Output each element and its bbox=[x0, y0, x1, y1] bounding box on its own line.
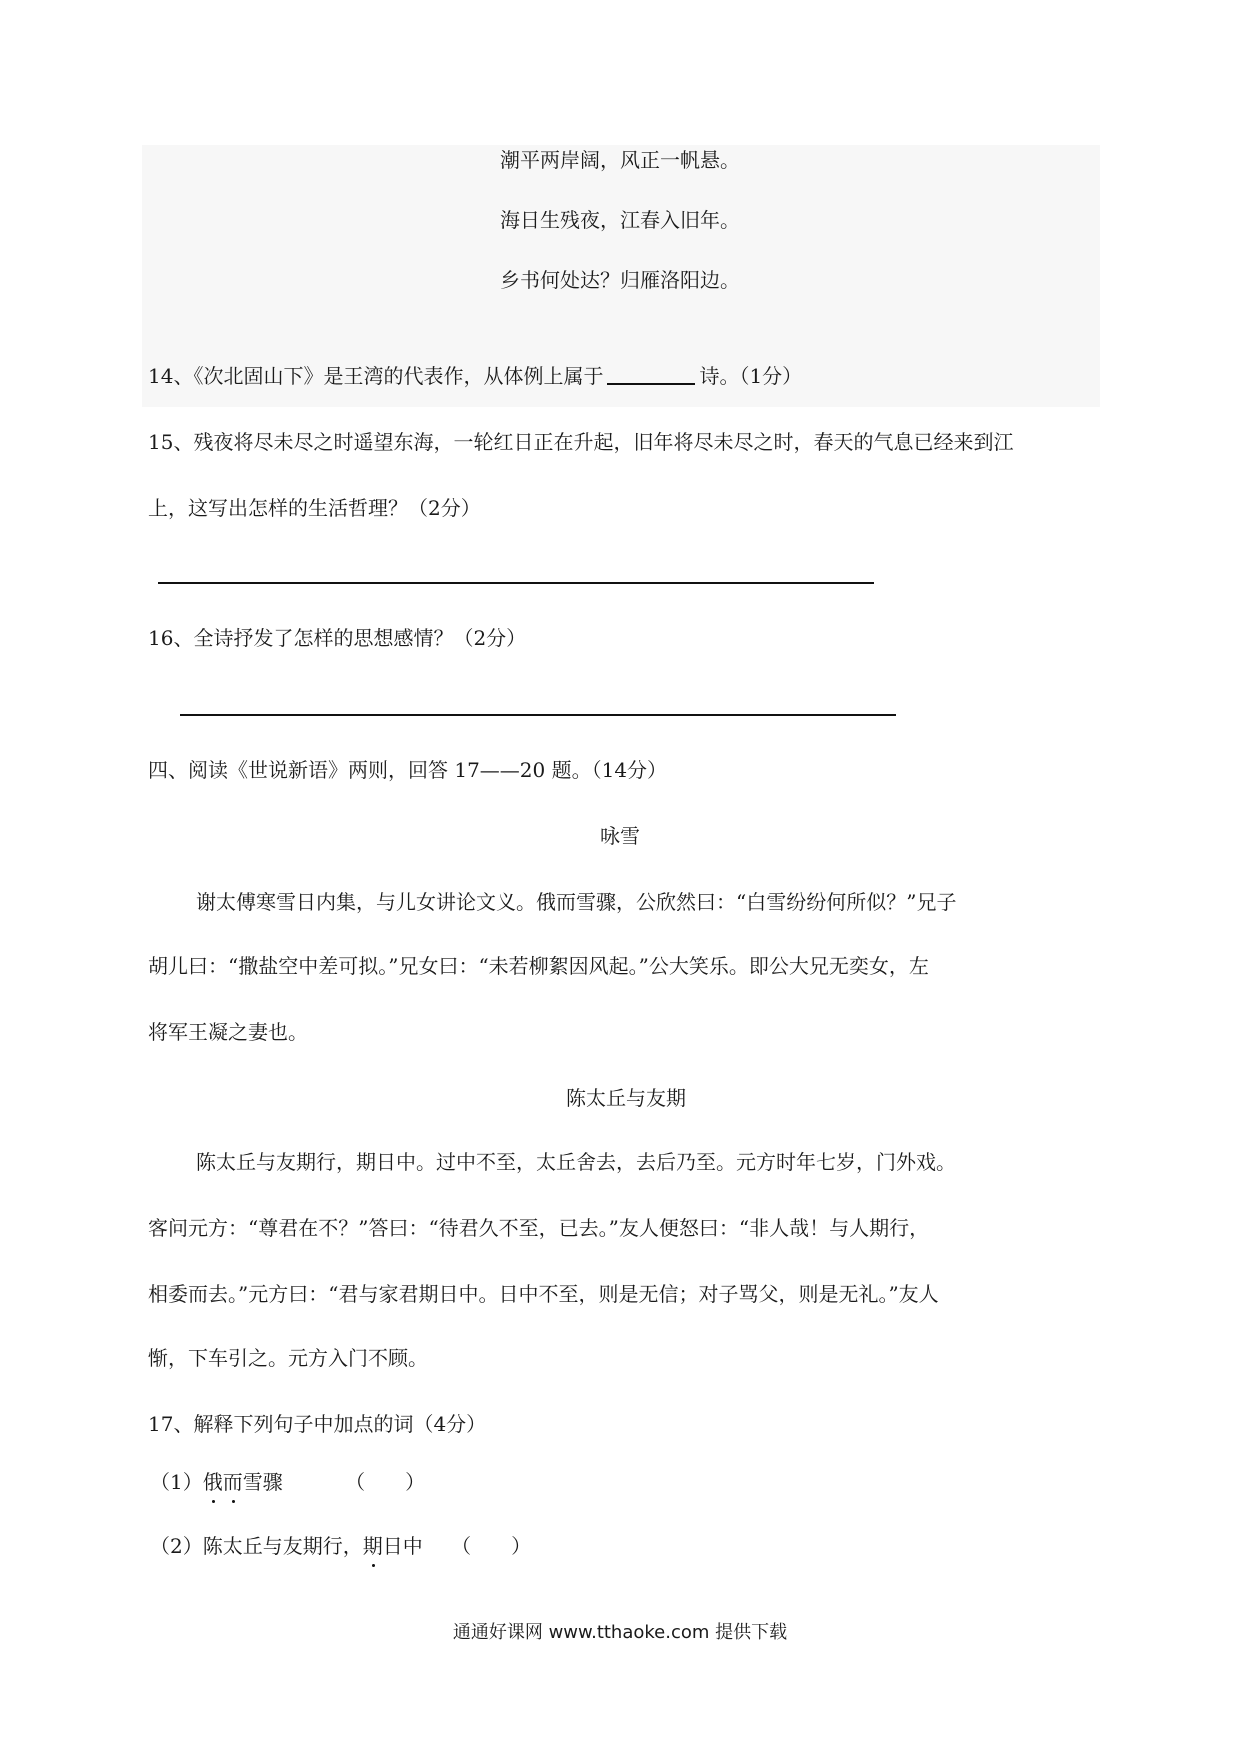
answer-blank[interactable] bbox=[607, 361, 695, 385]
question-17-item-2: （2）陈太丘与友期行，期日中 （ ） bbox=[150, 1534, 532, 1558]
passage-2-line: 惭，下车引之。元方入门不顾。 bbox=[148, 1346, 428, 1370]
passage-2-line: 相委而去。”元方曰：“君与家君期日中。日中不至，则是无信；对子骂父，则是无礼。”友人 bbox=[148, 1282, 939, 1306]
question-15-line-2: 上，这写出怎样的生活哲理？（2分） bbox=[148, 496, 481, 520]
answer-parentheses[interactable]: （ ） bbox=[345, 1470, 426, 1494]
answer-line-15[interactable] bbox=[158, 582, 874, 584]
question-14 bbox=[148, 361, 802, 390]
passage-1-line: 谢太傅寒雪日内集，与儿女讲论文义。俄而雪骤，公欣然曰：“白雪纷纷何所似？”兄子 bbox=[196, 890, 957, 914]
section-4-heading: 四、阅读《世说新语》两则，回答 17——20 题。（14分） bbox=[148, 758, 668, 782]
passage-2-line: 客问元方：“尊君在不？”答曰：“待君久不至，已去。”友人便怒曰：“非人哉！与人期行， bbox=[148, 1216, 930, 1240]
answer-parentheses[interactable]: （ ） bbox=[451, 1534, 532, 1558]
passage-2-title: 陈太丘与友期 bbox=[566, 1086, 686, 1110]
footer-download-note: 通通好课网 www.tthaoke.com 提供下载 bbox=[452, 1622, 788, 1643]
question-15-line-1: 15、残夜将尽未尽之时遥望东海，一轮红日正在升起，旧年将尽未尽之时，春天的气息已经来到江 bbox=[148, 430, 1014, 454]
question-16: 16、全诗抒发了怎样的思想感情？（2分） bbox=[148, 626, 527, 650]
passage-2-line: 陈太丘与友期行，期日中。过中不至，太丘舍去，去后乃至。元方时年七岁，门外戏。 bbox=[196, 1150, 956, 1174]
passage-1-line: 将军王凝之妻也。 bbox=[148, 1020, 308, 1044]
question-14-text: 14、《次北固山下》是王湾的代表作，从体例上属于 bbox=[148, 364, 604, 388]
poem-line: 乡书何处达？归雁洛阳边。 bbox=[500, 268, 740, 292]
poem-line: 海日生残夜，江春入旧年。 bbox=[500, 208, 740, 232]
dotted-character: 俄 bbox=[202, 1470, 223, 1494]
passage-1-line: 胡儿曰：“撒盐空中差可拟。”兄女曰：“未若柳絮因风起。”公大笑乐。即公大兄无奕女，左 bbox=[148, 954, 929, 978]
answer-line-16[interactable] bbox=[180, 714, 896, 716]
question-17: 17、解释下列句子中加点的词（4分） bbox=[148, 1412, 487, 1436]
poem-line: 潮平两岸阔，风正一帆悬。 bbox=[500, 148, 740, 172]
question-14-tail: 诗。（1分） bbox=[699, 364, 803, 388]
passage-1-title: 咏雪 bbox=[600, 824, 640, 848]
dotted-character: 期 bbox=[362, 1534, 383, 1558]
question-17-item-1: （1）俄而雪骤 （ ） bbox=[150, 1470, 426, 1494]
dotted-character: 而 bbox=[222, 1470, 243, 1494]
